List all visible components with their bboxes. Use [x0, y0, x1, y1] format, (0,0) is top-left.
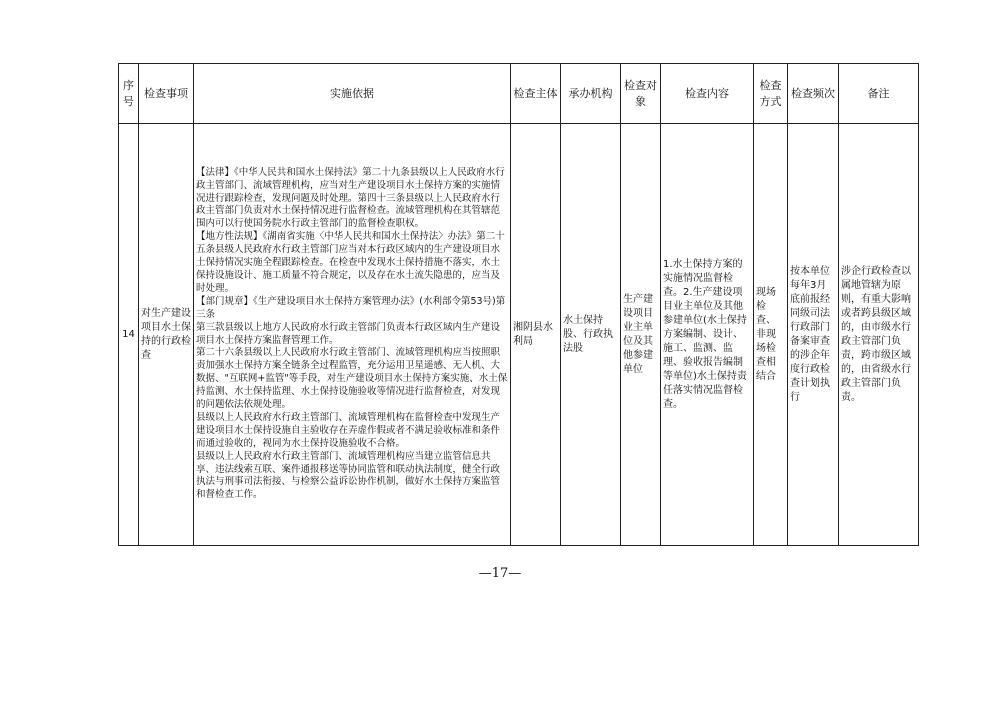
header-item: 检查事项 — [139, 64, 194, 124]
basis-paragraph: 【地方性法规】《湖南省实施〈中华人民共和国水土保持法〉办法》第二十五条县级人民政府水行政主管部门应当对本行政区域内的生产建设项目水土保持情况实施全程跟踪检查。在检查中发现水土保持措施不落实，水土保持设施设计、施工质量不符合规定，以及存在水土流失隐患的，应当及时处理。 — [196, 231, 505, 294]
cell-content: 1.水土保持方案的实施情况监督检查。2.生产建设项目业主单位及其他参建单位(水土保持方案编制、设计、施工、监测、监理、验收报告编制等单位)水土保持责任落实情况监督检查。 — [661, 124, 754, 546]
cell-seq: 14 — [119, 124, 139, 546]
basis-paragraph: 第二十六条县级以上人民政府水行政主管部门、流域管理机构应当按照职责加强水土保持方案全链条全过程监管，充分运用卫星遥感、无人机、大数据、"互联网+监管"等手段，对生产建设项目水土保持方案实施、水土保持监测、水土保持监理、水土保持设施验收等情况进行监督检查，对发现的问题依法依规处理。 — [196, 347, 508, 411]
cell-frequency: 按本单位每年3月底前报经同级司法行政部门备案审查的涉企年度行政检查计划执行 — [788, 124, 839, 546]
basis-paragraph: 第三款县级以上地方人民政府水行政主管部门负责本行政区域内生产建设项目水土保持方案监督管理工作。 — [196, 321, 501, 346]
cell-target: 生产建设项目业主单位及其他参建单位 — [621, 124, 661, 546]
page-number: —17— — [478, 566, 522, 581]
header-row — [119, 64, 919, 124]
header-basis: 实施依据 — [194, 64, 511, 124]
header-method: 检查方式 — [754, 64, 788, 124]
basis-paragraph: 县级以上人民政府水行政主管部门、流域管理机构在监督检查中发现生产建设项目水土保持设施自主验收存在弄虚作假或者不满足验收标准和条件而通过验收的，视同为水土保持设施验收不合格。 — [196, 411, 501, 449]
inspection-table — [118, 63, 919, 546]
basis-paragraph: 县级以上人民政府水行政主管部门、流域管理机构应当建立监管信息共享、违法线索互联、案件通报移送等协同监管和联动执法制度，健全行政执法与刑事司法衔接、与检察公益诉讼协作机制，做好水土保持方案监管和督检查工作。 — [196, 450, 501, 501]
header-org: 承办机构 — [561, 64, 621, 124]
header-remarks: 备注 — [839, 64, 919, 124]
header-subject: 检查主体 — [511, 64, 561, 124]
cell-method: 现场检查、非现场检查相结合 — [754, 124, 788, 546]
basis-paragraph: 【部门规章】《生产建设项目水土保持方案管理办法》(水利部令第53号)第三条 — [196, 295, 506, 320]
cell-remarks: 涉企行政检查以属地管辖为原则，有重大影响或者跨县级区域的，由市级水行政主管部门负责，跨市级区域的，由省级水行政主管部门负责。 — [839, 124, 919, 546]
cell-basis — [194, 124, 511, 546]
header-content: 检查内容 — [661, 64, 754, 124]
header-target: 检查对象 — [621, 64, 661, 124]
basis-paragraph: 【法律】《中华人民共和国水土保持法》第二十九条县级以上人民政府水行政主管部门、流域管理机构，应当对生产建设项目水土保持方案的实施情况进行跟踪检查，发现问题及时处理。第四十三条县级以上人民政府水行政主管部门负责对水土保持情况进行监督检查。流域管理机构在其管辖范围内可以行使国务院水行政主管部门的监督检查职权。 — [196, 166, 505, 230]
cell-org: 水土保持股、行政执法股 — [561, 124, 621, 546]
cell-item: 对生产建设项目水土保持的行政检查 — [139, 124, 194, 546]
header-seq: 序号 — [119, 64, 139, 124]
table-row — [119, 124, 919, 546]
header-frequency: 检查频次 — [788, 64, 839, 124]
cell-subject: 湘阴县水利局 — [511, 124, 561, 546]
